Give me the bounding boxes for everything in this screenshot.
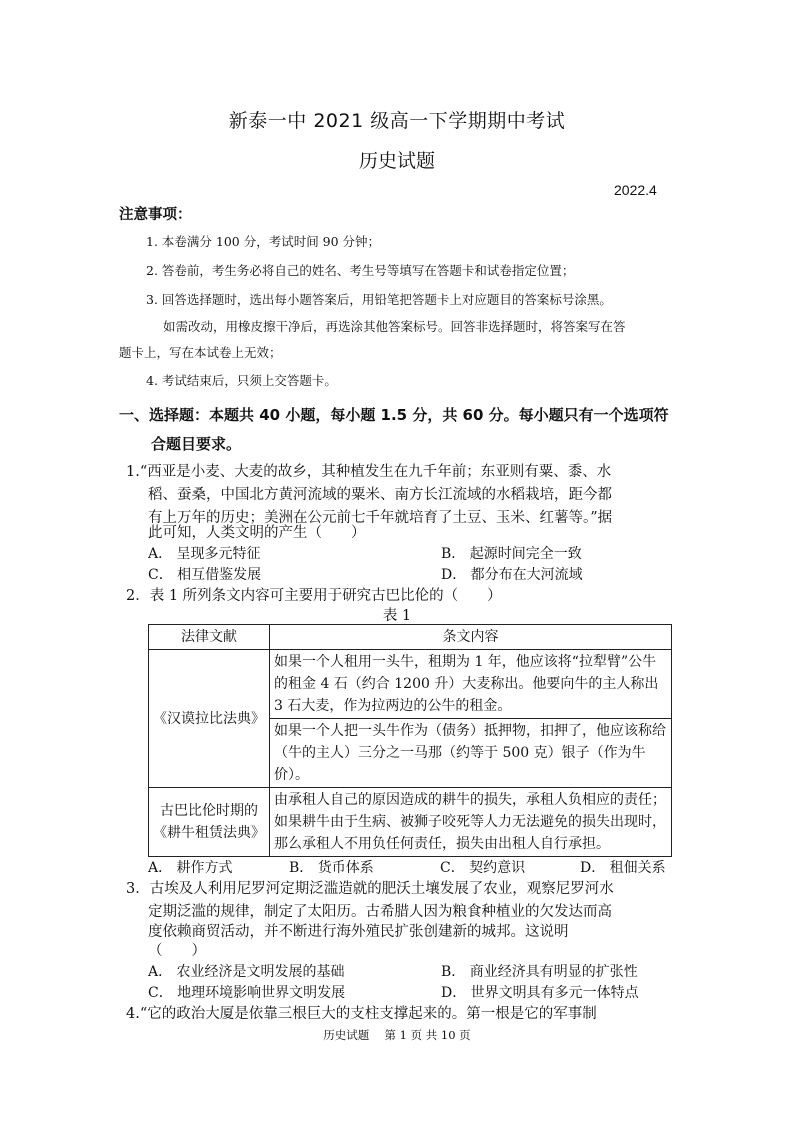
law-name-cell: 古巴比伦时期的《耕牛租赁法典》 xyxy=(149,788,270,857)
question-2-option-c: C． 契约意识 xyxy=(440,860,526,876)
question-2-option-d: D． 租佃关系 xyxy=(580,860,666,876)
question-3-option-b: B． 商业经济具有明显的扩张性 xyxy=(441,964,638,980)
notice-line: 1. 本卷满分 100 分，考试时间 90 分钟； xyxy=(146,234,381,249)
question-3-option-c: C． 地理环境影响世界文明发展 xyxy=(148,985,346,1001)
law-text-cell: 由承租人自己的原因造成的耕牛的损失，承租人负相应的责任；如果耕牛由于生病、被狮子咬死等人力无法避免的损失出现时，那么承租人不用负任何责任，损失由出租人自行承担。 xyxy=(270,788,672,857)
section-heading-cont: 合题目要求。 xyxy=(151,435,242,453)
page-footer: 历史试题 第 1 页 共 10 页 xyxy=(323,1028,471,1042)
question-2-stem: 2．表 1 所列条文内容可主要用于研究古巴比伦的（ ） xyxy=(126,588,502,604)
table-caption: 表 1 xyxy=(382,608,412,624)
question-3-stem: 度依赖商贸活动，并不断进行海外殖民扩张创建新的城邦。这说明 xyxy=(148,924,569,940)
question-1-option-a: A． 呈现多元特征 xyxy=(148,546,261,562)
notice-line: 题卡上，写在本试卷上无效； xyxy=(119,345,282,360)
law-table xyxy=(148,624,672,857)
question-1-stem: 此可知，人类文明的产生（ ） xyxy=(148,525,366,541)
question-1-option-d: D． 都分布在大河流域 xyxy=(441,567,583,583)
law-text-cell: 如果一个人租用一头牛，租期为 1 年，他应该将“拉犁臂”公牛的租金 4 石（约合 1200 升）大麦称出。他要向牛的主人称出 3 石大麦，作为拉两边的公牛的租金。 xyxy=(270,650,672,719)
table-header-cell: 条文内容 xyxy=(270,625,672,650)
table-header-cell: 法律文献 xyxy=(149,625,270,650)
question-1-stem: 1.“西亚是小麦、大麦的故乡，其种植发生在九千年前；东亚则有粟、黍、水 xyxy=(126,464,612,480)
table-row xyxy=(149,788,672,857)
table-row xyxy=(149,650,672,719)
question-1-stem: 有上万年的历史；美洲在公元前七千年就培育了土豆、玉米、红薯等。”据 xyxy=(148,510,613,526)
table-header-row xyxy=(149,625,672,650)
exam-subject: 历史试题 xyxy=(358,150,435,172)
question-1-option-b: B． 起源时间完全一致 xyxy=(441,546,582,562)
exam-title: 新泰一中 2021 级高一下学期期中考试 xyxy=(228,110,566,132)
section-heading: 一、选择题：本题共 40 小题，每小题 1.5 分，共 60 分。每小题只有一个选项符 xyxy=(119,406,669,424)
question-2-option-a: A． 耕作方式 xyxy=(148,860,233,876)
exam-date: 2022.4 xyxy=(614,182,657,198)
question-3-option-a: A． 农业经济是文明发展的基础 xyxy=(148,964,345,980)
question-3-stem: （ ） xyxy=(148,943,206,959)
question-1-stem: 稻、蚕桑，中国北方黄河流域的粟米、南方长江流域的水稻栽培，距今都 xyxy=(148,487,612,503)
notice-line: 如需改动，用橡皮擦干净后，再选涂其他答案标号。回答非选择题时，将答案写在答 xyxy=(163,319,626,334)
law-text-cell: 如果一个人把一头牛作为（债务）抵押物，扣押了，他应该称给（牛的主人）三分之一马那（约等于 500 克）银子（作为牛价）。 xyxy=(270,719,672,788)
question-3-option-d: D． 世界文明具有多元一体特点 xyxy=(441,985,639,1001)
question-2-option-b: B． 货币体系 xyxy=(289,860,374,876)
question-4-stem: 4.“它的政治大厦是依靠三根巨大的支柱支撑起来的。第一根是它的军事制 xyxy=(126,1006,597,1022)
notice-line: 4. 考试结束后，只须上交答题卡。 xyxy=(146,373,337,388)
question-1-option-c: C． 相互借鉴发展 xyxy=(148,567,262,583)
law-name-cell: 《汉谟拉比法典》 xyxy=(149,650,270,788)
notice-heading: 注意事项： xyxy=(119,207,192,223)
notice-line: 3. 回答选择题时，选出每小题答案后，用铅笔把答题卡上对应题目的答案标号涂黑。 xyxy=(146,292,612,307)
notice-line: 2. 答卷前，考生务必将自己的姓名、考生号等填写在答题卡和试卷指定位置； xyxy=(146,263,575,278)
question-3-stem: 3．古埃及人利用尼罗河定期泛滥造就的肥沃土壤发展了农业，观察尼罗河水 xyxy=(126,881,614,897)
question-3-stem: 定期泛滥的规律，制定了太阳历。古希腊人因为粮食种植业的欠发达而高 xyxy=(148,904,612,920)
